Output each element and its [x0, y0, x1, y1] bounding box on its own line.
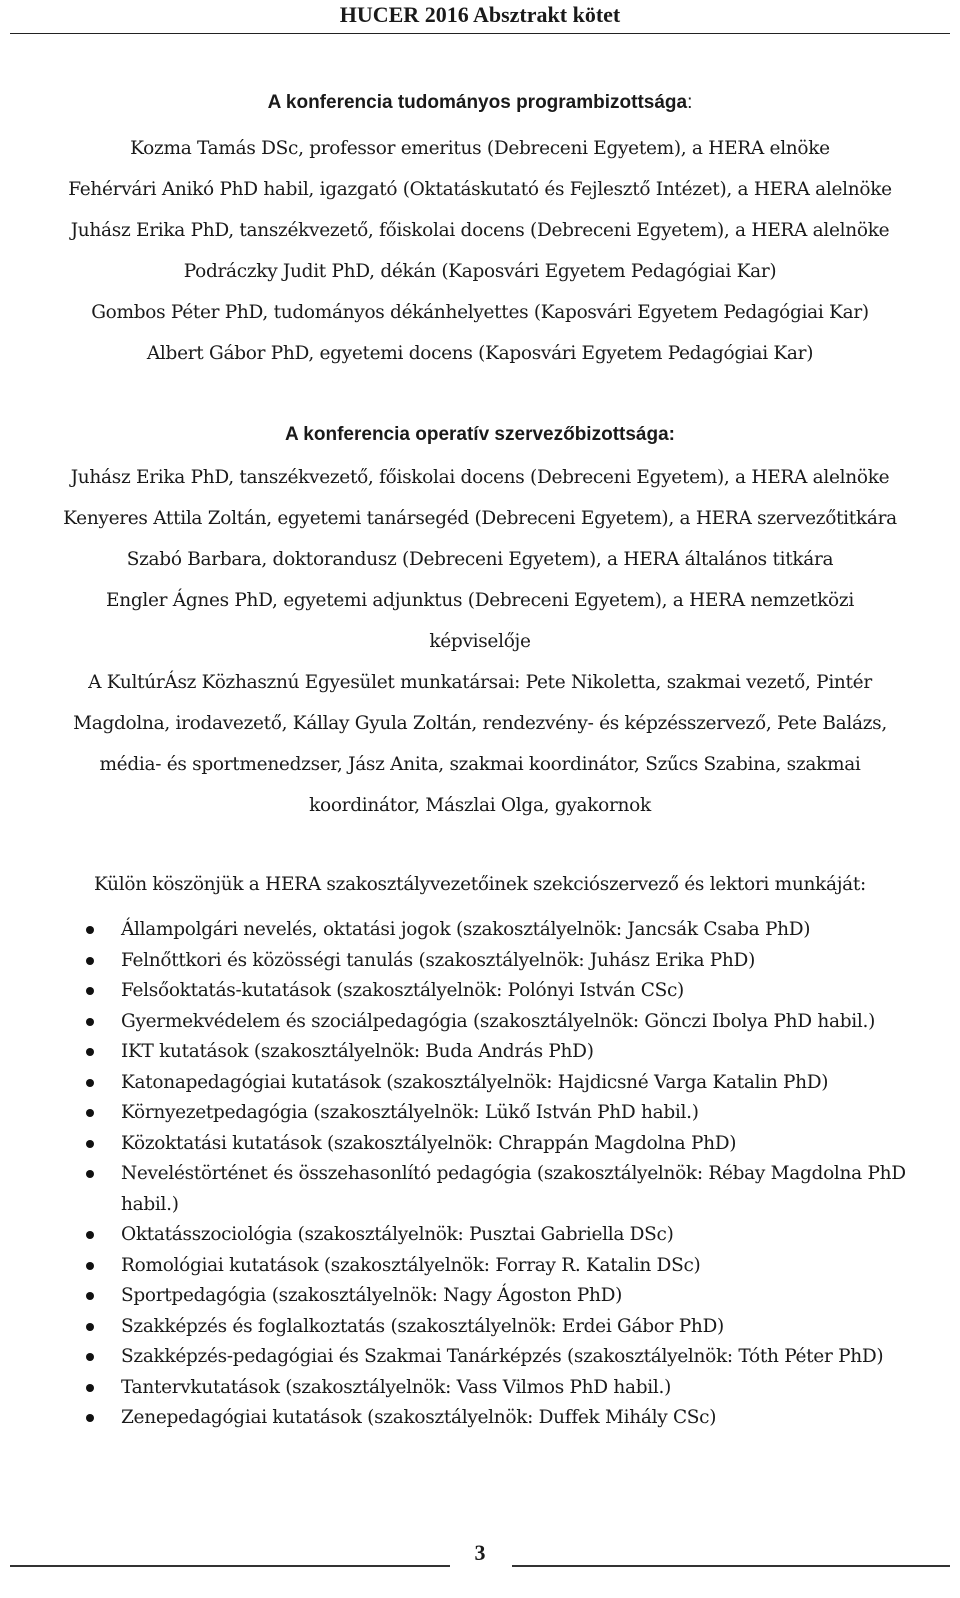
section-list-item-text: Állampolgári nevelés, oktatási jogok (szakosztályelnök: Jancsák Csaba PhD): [121, 919, 811, 940]
section-list-item-text: Katonapedagógiai kutatások (szakosztályelnök: Hajdicsné Varga Katalin PhD): [121, 1071, 829, 1093]
section-list-item: [0, 1098, 960, 1129]
section-list-item-text: Sportpedagógia (szakosztályelnök: Nagy Ágoston PhD): [121, 1285, 623, 1306]
section-list-item: [0, 976, 960, 1007]
section-list-item: [0, 1373, 960, 1404]
section-list-item-text: Romológiai kutatások (szakosztályelnök: Forray R. Katalin DSc): [121, 1254, 701, 1276]
section-list-item-text: Zenepedagógiai kutatások (szakosztályelnök: Duffek Mihály CSc): [121, 1407, 717, 1428]
program-committee-member: Kozma Tamás DSc, professor emeritus (Debreceni Egyetem), a HERA elnöke: [130, 138, 830, 159]
program-committee-member: Gombos Péter PhD, tudományos dékánhelyettes (Kaposvári Egyetem Pedagógiai Kar): [91, 302, 869, 323]
section-list-item-text: Tantervkutatások (szakosztályelnök: Vass Vilmos PhD habil.): [121, 1376, 672, 1398]
bullet-icon: [86, 926, 94, 934]
section-list-item-text: Gyermekvédelem és szociálpedagógia (szakosztályelnök: Gönczi Ibolya PhD habil.): [121, 1010, 875, 1032]
bullet-icon: [86, 1414, 94, 1422]
organizing-committee-member-wrapped: Engler Ágnes PhD, egyetemi adjunktus (Debreceni Egyetem), a HERA nemzetközi képviselője: [106, 590, 854, 652]
section-list: [0, 915, 960, 1434]
bullet-icon: [86, 1353, 94, 1361]
section-list-item-text: Felnőttkori és közösségi tanulás (szakosztályelnök: Juhász Erika PhD): [121, 949, 755, 971]
section-list-item-text: Neveléstörténet és összehasonlító pedagógia (szakosztályelnök: Rébay Magdolna PhD habil.): [121, 1163, 906, 1215]
bullet-icon: [86, 1292, 94, 1300]
program-committee-title: [0, 92, 960, 114]
program-committee-member: Podráczky Judit PhD, dékán (Kaposvári Egyetem Pedagógiai Kar): [183, 261, 777, 282]
bullet-icon: [86, 987, 94, 995]
section-list-item: [0, 1068, 960, 1099]
bullet-icon: [86, 1140, 94, 1148]
section-list-item: [0, 1007, 960, 1038]
organizing-committee-member: Szabó Barbara, doktorandusz (Debreceni Egyetem), a HERA általános titkára: [126, 549, 834, 570]
section-list-item: [0, 1129, 960, 1160]
footer-divider-left: [10, 1565, 450, 1567]
program-committee-member: Fehérvári Anikó PhD habil, igazgató (Oktatáskutató és Fejlesztő Intézet), a HERA alelnöke: [68, 179, 892, 200]
kulturasz-staff-paragraph: A KultúrÁsz Közhasznú Egyesület munkatársai: Pete Nikoletta, szakmai vezető, Pintér Magdolna, irodavezető, Kállay Gyula Zoltán, rendezvény- és képzésszervező, Pete Balázs, média- és sportmenedzser, Jász Anita, szakmai koordinátor, Szűcs Szabina, szakmai koordinátor, Mászlai Olga, gyakornok: [73, 672, 887, 816]
bullet-icon: [86, 1048, 94, 1056]
page-number: 3: [474, 1540, 486, 1565]
bullet-icon: [86, 1231, 94, 1239]
header-divider: [10, 33, 950, 34]
program-committee-member: Albert Gábor PhD, egyetemi docens (Kaposvári Egyetem Pedagógiai Kar): [146, 343, 814, 364]
sections-intro: Külön köszönjük a HERA szakosztályvezetőinek szekciószervező és lektori munkáját:: [94, 874, 866, 895]
bullet-icon: [86, 1323, 94, 1331]
organizing-committee-member: Kenyeres Attila Zoltán, egyetemi tanársegéd (Debreceni Egyetem), a HERA szervezőtitkára: [63, 508, 897, 529]
section-list-item: [0, 1312, 960, 1343]
section-list-item-text: Szakképzés és foglalkoztatás (szakosztályelnök: Erdei Gábor PhD): [121, 1315, 724, 1337]
bullet-icon: [86, 1170, 94, 1178]
section-list-item: [0, 1037, 960, 1068]
section-list-item-text: Szakképzés-pedagógiai és Szakmai Tanárképzés (szakosztályelnök: Tóth Péter PhD): [121, 1346, 884, 1367]
section-list-item: [0, 1281, 960, 1312]
section-list-item-text: Közoktatási kutatások (szakosztályelnök: Chrappán Magdolna PhD): [121, 1132, 737, 1154]
section-list-item-text: Oktatásszociológia (szakosztályelnök: Pusztai Gabriella DSc): [121, 1224, 674, 1245]
bullet-icon: [86, 1018, 94, 1026]
section-list-item: [0, 1342, 960, 1373]
section-list-item: [0, 946, 960, 977]
bullet-icon: [86, 957, 94, 965]
section-list-item-text: Környezetpedagógia (szakosztályelnök: Lükő István PhD habil.): [121, 1102, 699, 1123]
program-committee-member: Juhász Erika PhD, tanszékvezető, főiskolai docens (Debreceni Egyetem), a HERA alelnöke: [70, 220, 890, 241]
program-committee-list: [40, 128, 920, 374]
running-header: HUCER 2016 Absztrakt kötet: [339, 2, 621, 27]
section-list-item-text: Felsőoktatás-kutatások (szakosztályelnök: Polónyi István CSc): [121, 980, 684, 1001]
section-list-item: [0, 1251, 960, 1282]
bullet-icon: [86, 1384, 94, 1392]
section-list-item-text: IKT kutatások (szakosztályelnök: Buda András PhD): [121, 1041, 594, 1062]
organizing-committee-list: [40, 457, 920, 580]
bullet-icon: [86, 1109, 94, 1117]
program-committee-title-text: A konferencia tudományos programbizottsága: [267, 92, 688, 113]
section-list-item: [0, 1159, 960, 1220]
bullet-icon: [86, 1262, 94, 1270]
organizing-committee-title: A konferencia operatív szervezőbizottsága:: [285, 424, 675, 445]
organizing-committee-member: Juhász Erika PhD, tanszékvezető, főiskolai docens (Debreceni Egyetem), a HERA alelnöke: [70, 467, 890, 488]
footer-divider-right: [512, 1565, 950, 1567]
section-list-item: [0, 1220, 960, 1251]
section-list-item: [0, 915, 960, 946]
section-list-item: [0, 1403, 960, 1434]
program-committee-title-colon: :: [687, 92, 693, 113]
bullet-icon: [86, 1079, 94, 1087]
